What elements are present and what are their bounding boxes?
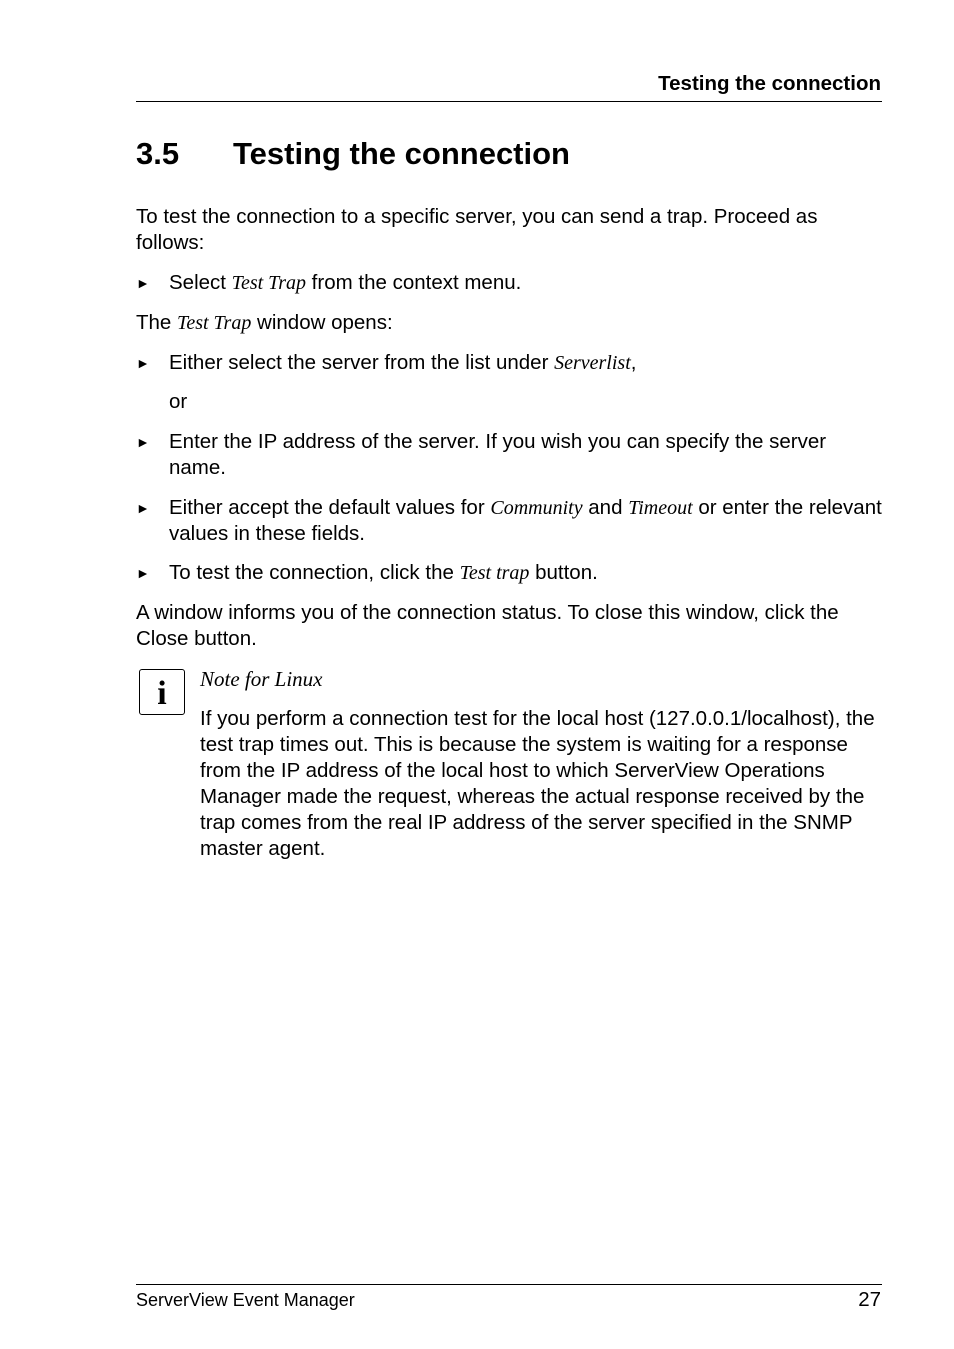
field-term: Serverlist — [554, 352, 631, 374]
note-title: Note for Linux — [200, 667, 323, 691]
step-text: Either select the server from the list under — [169, 351, 555, 374]
step-accept-defaults — [136, 495, 882, 547]
step-text: , — [630, 351, 637, 374]
paragraph-text: window opens: — [251, 311, 393, 334]
section-number: 3.5 — [136, 136, 180, 171]
paragraph-text: The — [136, 311, 178, 334]
step-text: Enter the IP address of the server. If you wish you can specify the server name. — [169, 430, 827, 479]
bullet-marker-icon: ► — [136, 275, 150, 291]
window-term: Test Trap — [177, 312, 252, 334]
section-title: Testing the connection — [233, 136, 570, 171]
step-click-test-trap — [136, 560, 882, 586]
step-enter-ip — [136, 429, 882, 481]
footer-rule — [136, 1284, 882, 1285]
or-text: or — [169, 390, 188, 413]
intro-paragraph: To test the connection to a specific server, you can send a trap. Proceed as follows: — [136, 205, 818, 254]
step-text: or enter the relevant values in these fields. — [169, 496, 882, 545]
step-text: button. — [529, 561, 598, 584]
page-number: 27 — [858, 1288, 881, 1311]
step-text: Either accept the default values for — [169, 496, 491, 519]
status-paragraph: A window informs you of the connection status. To close this window, click the Close button. — [136, 601, 839, 650]
step-select-server — [136, 350, 882, 376]
bullet-marker-icon: ► — [136, 500, 150, 516]
bullet-marker-icon: ► — [136, 355, 150, 371]
section-heading — [136, 136, 570, 172]
bullet-marker-icon: ► — [136, 434, 150, 450]
window-opens-paragraph — [136, 310, 882, 336]
step-text: Select — [169, 271, 232, 294]
info-icon: i — [139, 669, 185, 715]
step-text: from the context menu. — [305, 271, 522, 294]
step-text: and — [582, 496, 629, 519]
field-term: Community — [490, 497, 583, 519]
or-line — [136, 389, 882, 415]
footer-product: ServerView Event Manager — [136, 1290, 355, 1310]
header-rule — [136, 101, 882, 102]
menu-term: Test Trap — [231, 272, 306, 294]
running-header: Testing the connection — [658, 72, 881, 95]
step-select-test-trap — [136, 270, 882, 296]
note-body: If you perform a connection test for the local host (127.0.0.1/localhost), the test trap times out. This is because the system is waiting for a response from the IP address of the local host to which ServerView Operations Manager made the request, whereas the actual response received by the trap comes from the real IP address of the server specified in the SNMP master agent. — [200, 707, 875, 860]
step-text: To test the connection, click the — [169, 561, 460, 584]
field-term: Timeout — [628, 497, 693, 519]
button-term: Test trap — [459, 562, 530, 584]
bullet-marker-icon: ► — [136, 565, 150, 581]
